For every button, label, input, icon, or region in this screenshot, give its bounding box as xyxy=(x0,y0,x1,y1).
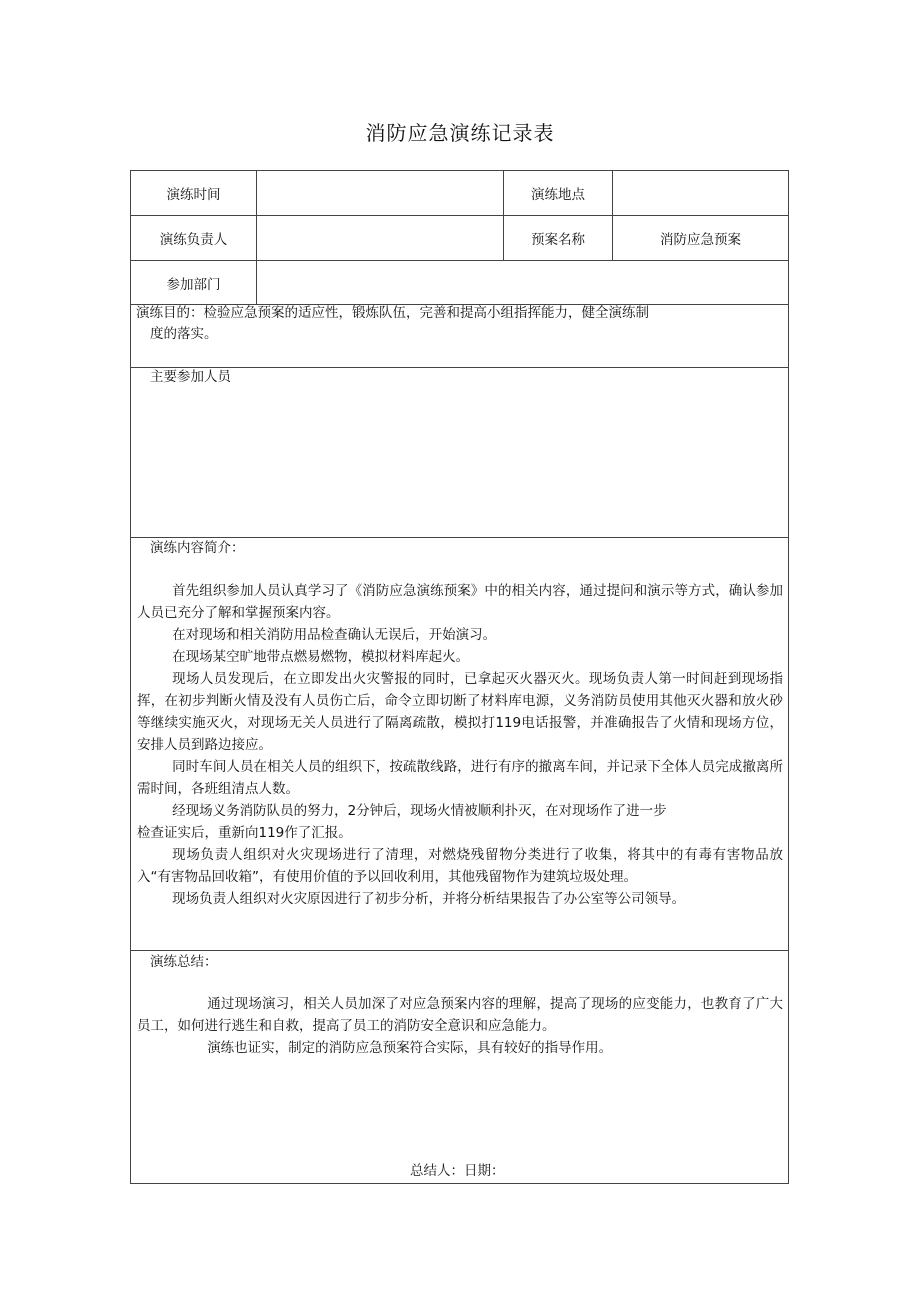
location-value[interactable] xyxy=(613,171,788,215)
content-paragraph: 现场负责人组织对火灾原因进行了初步分析，并将分析结果报告了办公室等公司领导。 xyxy=(172,891,686,907)
summary-signature-date: 总结人：日期： xyxy=(410,1163,505,1179)
content-paragraph: 在现场某空旷地带点燃易燃物，模拟材料库起火。 xyxy=(172,649,470,665)
summary-paragraph: 通过现场演习，相关人员加深了对应急预案内容的理解，提高了现场的应变能力，也教育了广大员工，如何进行逃生和自救，提高了员工的消防安全意识和应急能力。 xyxy=(137,996,783,1034)
drill-time-label: 演练时间 xyxy=(166,187,221,203)
summary-body xyxy=(137,993,783,1059)
plan-name-label: 预案名称 xyxy=(531,232,585,248)
content-paragraph: 在对现场和相关消防用品检查确认无误后，开始演习。 xyxy=(172,627,497,643)
participants-label: 主要参加人员 xyxy=(150,369,231,385)
content-label: 演练内容简介： xyxy=(150,540,245,556)
drill-time-value[interactable] xyxy=(257,171,503,215)
plan-name-value[interactable]: 消防应急预案 xyxy=(660,232,741,248)
purpose-line-1: 演练目的：检验应急预案的适应性，锻炼队伍，完善和提高小组指挥能力，健全演练制 xyxy=(136,305,649,321)
location-label: 演练地点 xyxy=(531,187,585,203)
purpose-line-2: 度的落实。 xyxy=(150,326,218,342)
summary-paragraph: 演练也证实，制定的消防应急预案符合实际，具有较好的指导作用。 xyxy=(207,1040,613,1056)
row-divider xyxy=(131,950,788,951)
content-paragraph: 同时车间人员在相关人员的组织下，按疏散线路，进行有序的撤离车间，并记录下全体人员完成撤离所需时间，各班组清点人数。 xyxy=(137,759,783,797)
content-paragraph: 检查证实后，重新向119作了汇报。 xyxy=(137,825,352,841)
summary-label: 演练总结： xyxy=(150,954,218,970)
leader-label: 演练负责人 xyxy=(159,232,228,248)
departments-label: 参加部门 xyxy=(166,276,221,293)
content-paragraph: 首先组织参加人员认真学习了《消防应急演练预案》中的相关内容，通过提问和演示等方式，确认参加人员已充分了解和掌握预案内容。 xyxy=(137,583,783,621)
content-paragraph: 经现场义务消防队员的努力，2分钟后，现场火情被顺利扑灭，在对现场作了进一步 xyxy=(172,803,667,819)
content-paragraph: 现场负责人组织对火灾现场进行了清理，对燃烧残留物分类进行了收集，将其中的有毒有害物品放入“有害物品回收箱”，有使用价值的予以回收利用，其他残留物作为建筑垃圾处理。 xyxy=(137,847,783,885)
drill-record-form xyxy=(130,170,789,1184)
page-title: 消防应急演练记录表 xyxy=(365,121,555,145)
content-paragraph: 现场人员发现后，在立即发出火灾警报的同时，已拿起灭火器灭火。现场负责人第一时间赶到现场指挥，在初步判断火情及没有人员伤亡后，命令立即切断了材料库电源，义务消防员使用其他灭火器和放火砂等继续实施灭火，对现场无关人员进行了隔离疏散，模拟打119电话报警，并准确报告了火情和现场方位，安排人员到路边接应。 xyxy=(137,671,783,753)
content-body xyxy=(137,580,783,910)
leader-value[interactable] xyxy=(257,216,503,260)
departments-value[interactable] xyxy=(257,261,788,304)
